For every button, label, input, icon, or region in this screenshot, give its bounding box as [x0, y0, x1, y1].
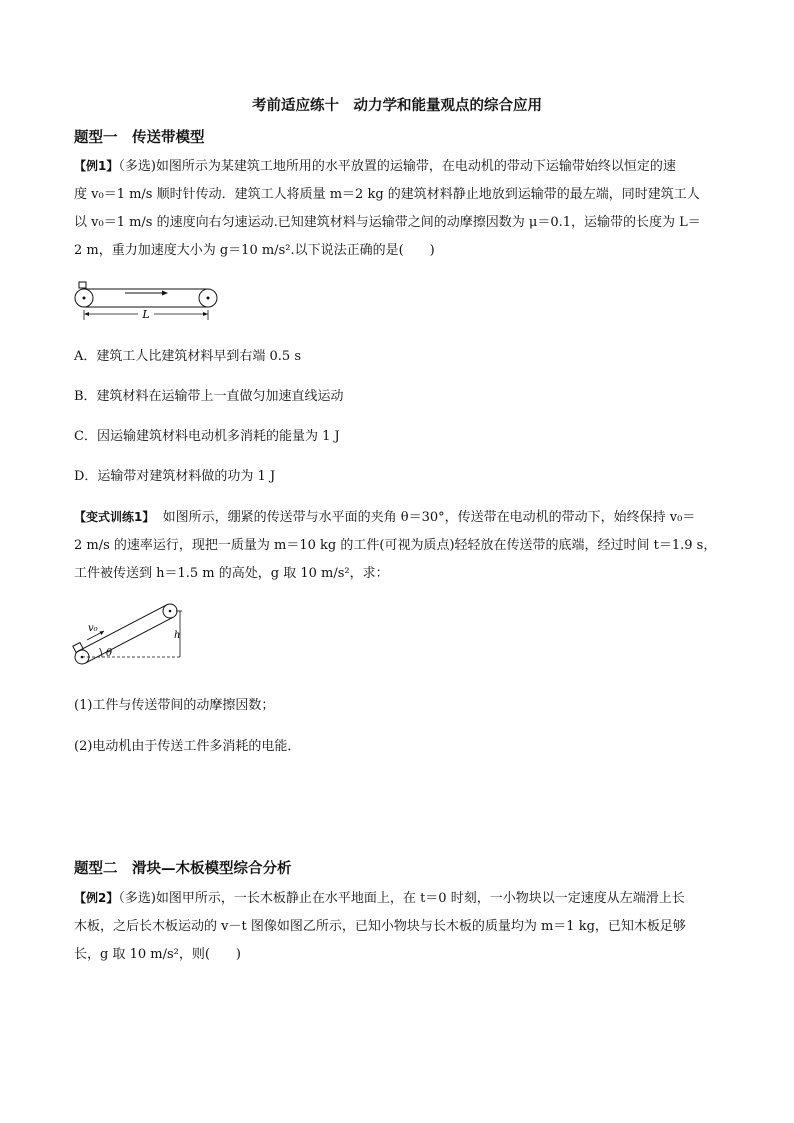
variant1-line3: 工件被传送到 h＝1.5 m 的高处，g 取 10 m/s²，求： — [74, 566, 389, 581]
option-b: B．建筑材料在运输带上一直做匀加速直线运动 — [74, 389, 344, 404]
variant1-tag: 【变式训练1】 — [74, 510, 155, 524]
option-c: C．因运输建筑材料电动机多消耗的能量为 1 J — [74, 429, 340, 444]
question-2: (2)电动机由于传送工件多消耗的电能． — [74, 739, 301, 754]
option-a: A．建筑工人比建筑材料早到右端 0.5 s — [74, 349, 301, 364]
v0-label: v₀ — [88, 623, 98, 634]
theta-label: θ — [106, 648, 113, 659]
example2-line3: 长，g 取 10 m/s²，则( ) — [74, 947, 241, 962]
example1-line4: 2 m，重力加速度大小为 g＝10 m/s².以下说法正确的是( ) — [74, 243, 435, 258]
page-title: 考前适应练十 动力学和能量观点的综合应用 — [252, 98, 542, 114]
variant1-line2: 2 m/s 的速率运行，现把一质量为 m＝10 kg 的工件(可视为质点)轻轻放在传送带的底端，经过时间 t＝1.9 s， — [74, 538, 717, 553]
h-label: h — [174, 630, 181, 641]
option-d: D．运输带对建筑材料做的功为 1 J — [74, 469, 276, 484]
length-label: L — [142, 308, 150, 321]
example1-line2: 度 v₀＝1 m/s 顺时针传动．建筑工人将质量 m＝2 kg 的建筑材料静止地放到运输带的最左端，同时建筑工人 — [74, 187, 700, 202]
question-1: (1)工件与传送带间的动摩擦因数； — [74, 698, 275, 713]
section2-heading: 题型二 滑块—木板模型综合分析 — [74, 861, 292, 877]
material-block — [79, 282, 86, 288]
example2-tag: 【例2】 — [74, 891, 119, 905]
incline-conveyor-figure — [70, 598, 190, 668]
example1-tag: 【例1】 — [74, 159, 119, 173]
example2-line1: 【例2】（多选)如图甲所示，一长木板静止在水平地面上，在 t＝0 时刻，一小物块以一定速度从左端滑上长 — [74, 891, 685, 906]
example2-line2: 木板，之后长木板运动的 v－t 图像如图乙所示，已知小物块与长木板的质量均为 m＝1 kg，已知木板足够 — [74, 919, 686, 934]
example1-line1: 【例1】（多选)如图所示为某建筑工地所用的水平放置的运输带，在电动机的带动下运输带始终以恒定的速 — [74, 159, 676, 174]
workpiece-block — [73, 643, 83, 653]
conveyor-figure — [70, 280, 230, 328]
example1-line3: 以 v₀＝1 m/s 的速度向右匀速运动.已知建筑材料与运输带之间的动摩擦因数为 μ＝0.1，运输带的长度为 L＝ — [74, 215, 701, 230]
variant1-line1: 【变式训练1】 如图所示，绷紧的传送带与水平面的夹角 θ＝30°，传送带在电动机的带动下，始终保持 v₀＝ — [74, 510, 696, 525]
section1-heading: 题型一 传送带模型 — [74, 130, 205, 146]
